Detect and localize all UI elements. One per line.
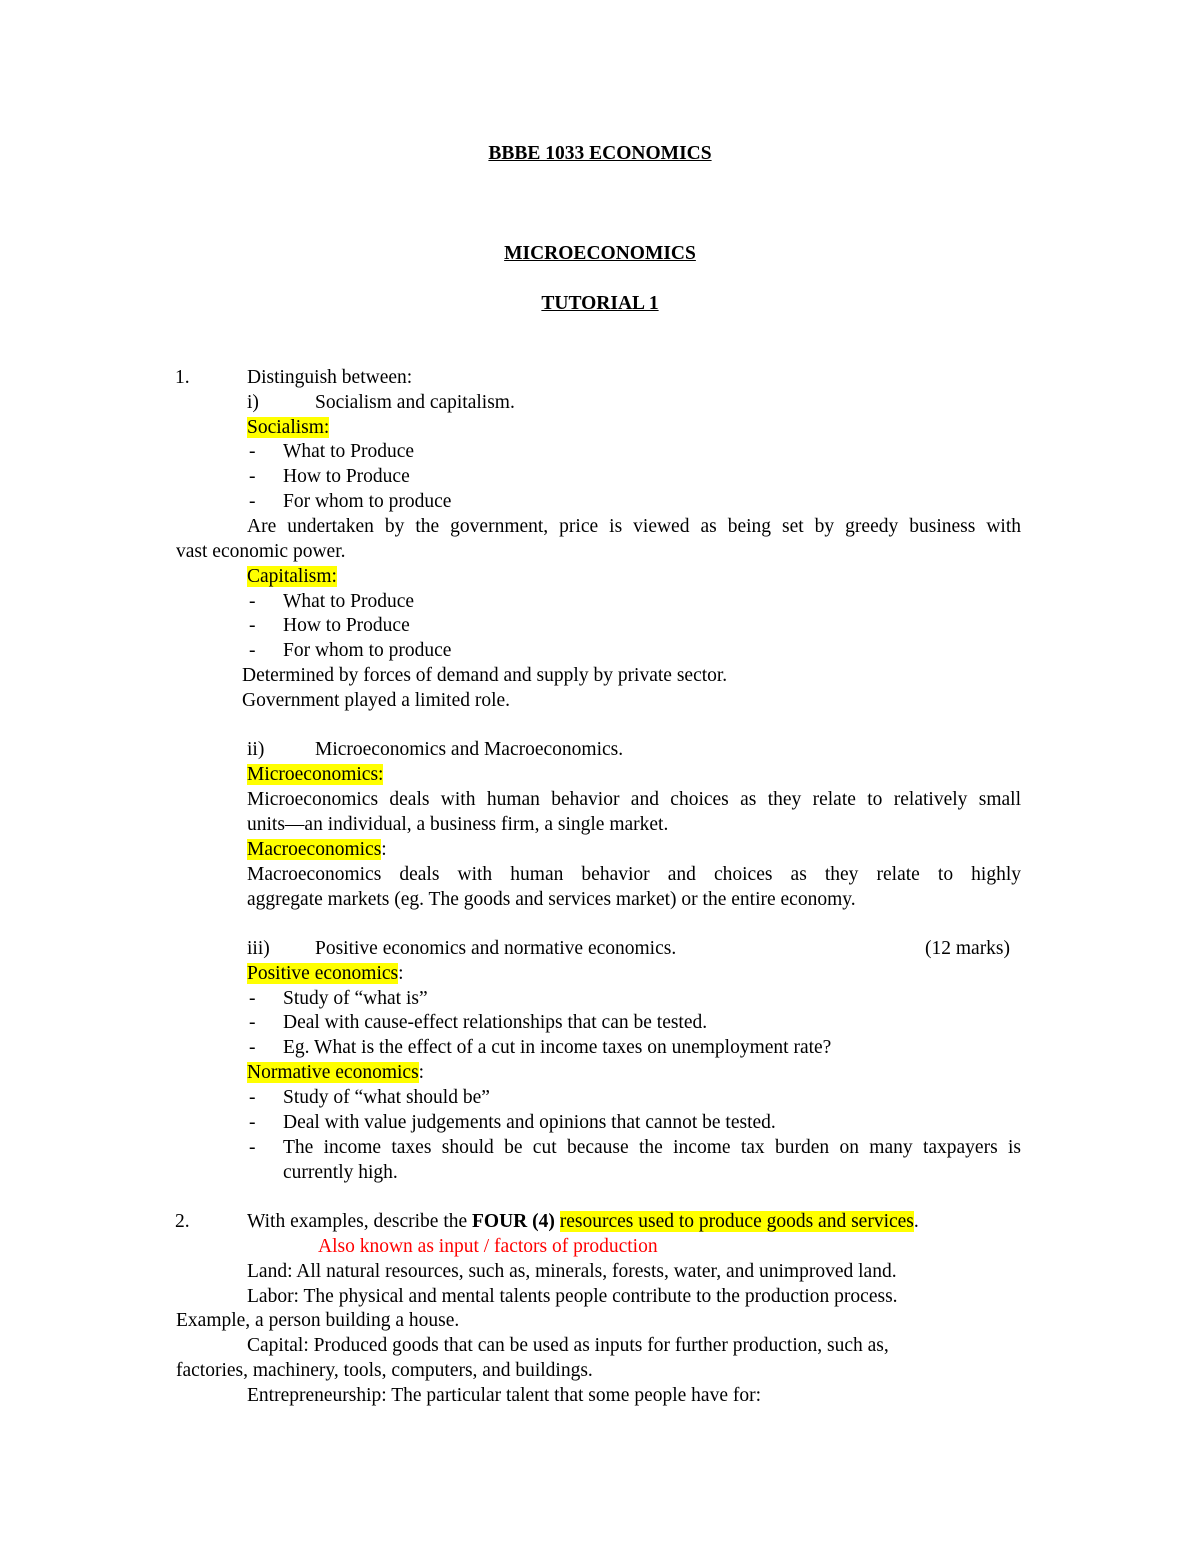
dash-bullet: - (249, 1087, 256, 1108)
micro-heading: Microeconomics: (247, 764, 384, 785)
subject-title: MICROECONOMICS (504, 243, 696, 264)
dash-bullet: - (249, 1112, 256, 1133)
capitalism-text-line-2: Government played a limited role. (242, 690, 511, 711)
tutorial-title: TUTORIAL 1 (541, 293, 659, 314)
list-item: How to Produce (283, 466, 410, 487)
list-item: For whom to produce (283, 640, 452, 661)
q1-number: 1. (175, 367, 190, 388)
q1-prompt: Distinguish between: (247, 367, 413, 388)
socialism-heading: Socialism: (247, 417, 330, 438)
dash-bullet: - (249, 1012, 256, 1033)
land-text: Land: All natural resources, such as, minerals, forests, water, and unimproved land. (247, 1261, 897, 1282)
part-i-label: i) (247, 392, 259, 413)
capital-text-line-1: Capital: Produced goods that can be used as inputs for further production, such as, (247, 1335, 889, 1356)
q2-note: Also known as input / factors of production (318, 1236, 658, 1257)
list-item: For whom to produce (283, 491, 452, 512)
marks-label: (12 marks) (925, 938, 1011, 959)
dash-bullet: - (249, 1137, 256, 1158)
list-item: Study of “what should be” (283, 1087, 490, 1108)
list-item: What to Produce (283, 441, 415, 462)
macro-text-line-2: aggregate markets (eg. The goods and services market) or the entire economy. (247, 889, 856, 910)
dash-bullet: - (249, 441, 256, 462)
list-item: How to Produce (283, 615, 410, 636)
labor-text-line-1: Labor: The physical and mental talents people contribute to the production process. (247, 1286, 898, 1307)
macro-text-line-1: Macroeconomics deals with human behavior and choices as they relate to highly (247, 864, 1021, 885)
capitalism-text-line-1: Determined by forces of demand and supply by private sector. (242, 665, 728, 686)
normative-heading: Normative economics: (247, 1062, 425, 1083)
labor-text-line-2: Example, a person building a house. (176, 1310, 460, 1331)
list-item: The income taxes should be cut because the income tax burden on many taxpayers is (283, 1137, 1021, 1158)
part-i-title: Socialism and capitalism. (315, 392, 515, 413)
list-item: Deal with cause-effect relationships that can be tested. (283, 1012, 708, 1033)
dash-bullet: - (249, 591, 256, 612)
micro-text-line-2: units—an individual, a business firm, a single market. (247, 814, 669, 835)
list-item: Deal with value judgements and opinions that cannot be tested. (283, 1112, 776, 1133)
socialism-text-line-2: vast economic power. (176, 541, 346, 562)
dash-bullet: - (249, 466, 256, 487)
dash-bullet: - (249, 988, 256, 1009)
entrepreneurship-text: Entrepreneurship: The particular talent that some people have for: (247, 1385, 762, 1406)
course-title: BBBE 1033 ECONOMICS (488, 143, 712, 164)
dash-bullet: - (249, 491, 256, 512)
list-item-continuation: currently high. (283, 1162, 398, 1183)
q2-number: 2. (175, 1211, 190, 1232)
part-ii-title: Microeconomics and Macroeconomics. (315, 739, 624, 760)
list-item: Study of “what is” (283, 988, 428, 1009)
macro-heading: Macroeconomics: (247, 839, 387, 860)
q2-prompt: With examples, describe the FOUR (4) resources used to produce goods and services. (247, 1211, 919, 1232)
part-ii-label: ii) (247, 739, 265, 760)
dash-bullet: - (249, 1037, 256, 1058)
socialism-text-line-1: Are undertaken by the government, price is viewed as being set by greedy business with (247, 516, 1021, 537)
capitalism-heading: Capitalism: (247, 566, 337, 587)
capital-text-line-2: factories, machinery, tools, computers, and buildings. (176, 1360, 593, 1381)
dash-bullet: - (249, 640, 256, 661)
part-iii-label: iii) (247, 938, 270, 959)
list-item: What to Produce (283, 591, 415, 612)
list-item: Eg. What is the effect of a cut in income taxes on unemployment rate? (283, 1037, 832, 1058)
micro-text-line-1: Microeconomics deals with human behavior and choices as they relate to relatively small (247, 789, 1021, 810)
dash-bullet: - (249, 615, 256, 636)
part-iii-title: Positive economics and normative economics. (315, 938, 677, 959)
positive-heading: Positive economics: (247, 963, 404, 984)
